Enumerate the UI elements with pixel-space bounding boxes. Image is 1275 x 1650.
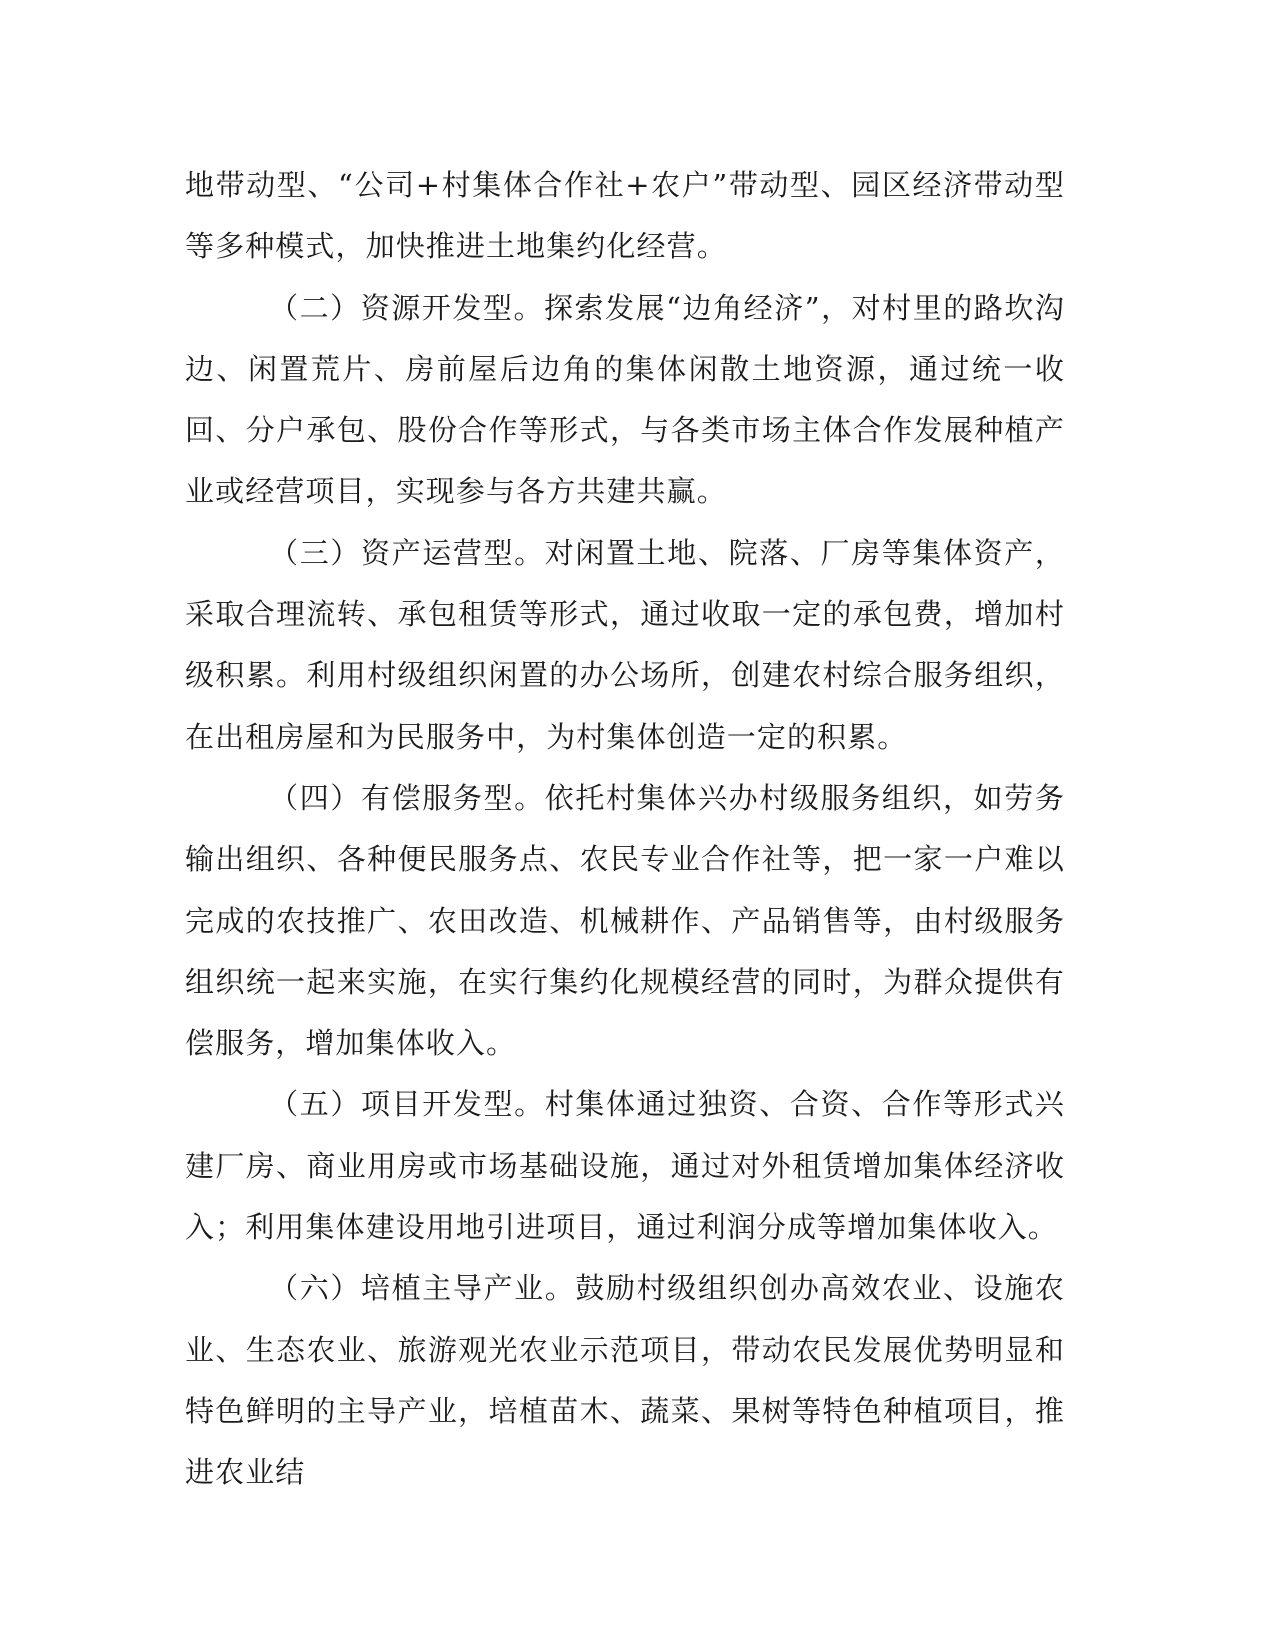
paragraph-resource-development: （二）资源开发型。探索发展“边角经济”，对村里的路坎沟边、闲置荒片、房前屋后边角的集体闲散土地资源，通过统一收回、分户承包、股份合作等形式，与各类市场主体合作发展种植产业或经营项目，实现参与各方共建共赢。	[185, 290, 1065, 509]
paragraph-project-development: （五）项目开发型。村集体通过独资、合资、合作等形式兴建厂房、商业用房或市场基础设施，通过对外租赁增加集体经济收入；利用集体建设用地引进项目，通过利润分成等增加集体收入。	[185, 1087, 1065, 1245]
paragraph-paid-service: （四）有偿服务型。依托村集体兴办村级服务组织，如劳务输出组织、各种便民服务点、农民专业合作社等，把一家一户难以完成的农技推广、农田改造、机械耕作、产品销售等，由村级服务组织统一起来实施，在实行集约化规模经营的同时，为群众提供有偿服务，增加集体收入。	[185, 780, 1065, 1061]
document-body	[185, 155, 1065, 1504]
paragraph-asset-operation: （三）资产运营型。对闲置土地、院落、厂房等集体资产，采取合理流转、承包租赁等形式，通过收取一定的承包费，增加村级积累。利用村级组织闲置的办公场所，创建农村综合服务组织，在出租房屋和为民服务中，为村集体创造一定的积累。	[185, 535, 1065, 754]
paragraph-continuation: 地带动型、“公司+村集体合作社+农户”带动型、园区经济带动型等多种模式，加快推进土地集约化经营。	[185, 168, 1065, 264]
paragraph-leading-industry: （六）培植主导产业。鼓励村级组织创办高效农业、设施农业、生态农业、旅游观光农业示范项目，带动农民发展优势明显和特色鲜明的主导产业，培植苗木、蔬菜、果树等特色种植项目，推进农业结	[185, 1271, 1065, 1490]
